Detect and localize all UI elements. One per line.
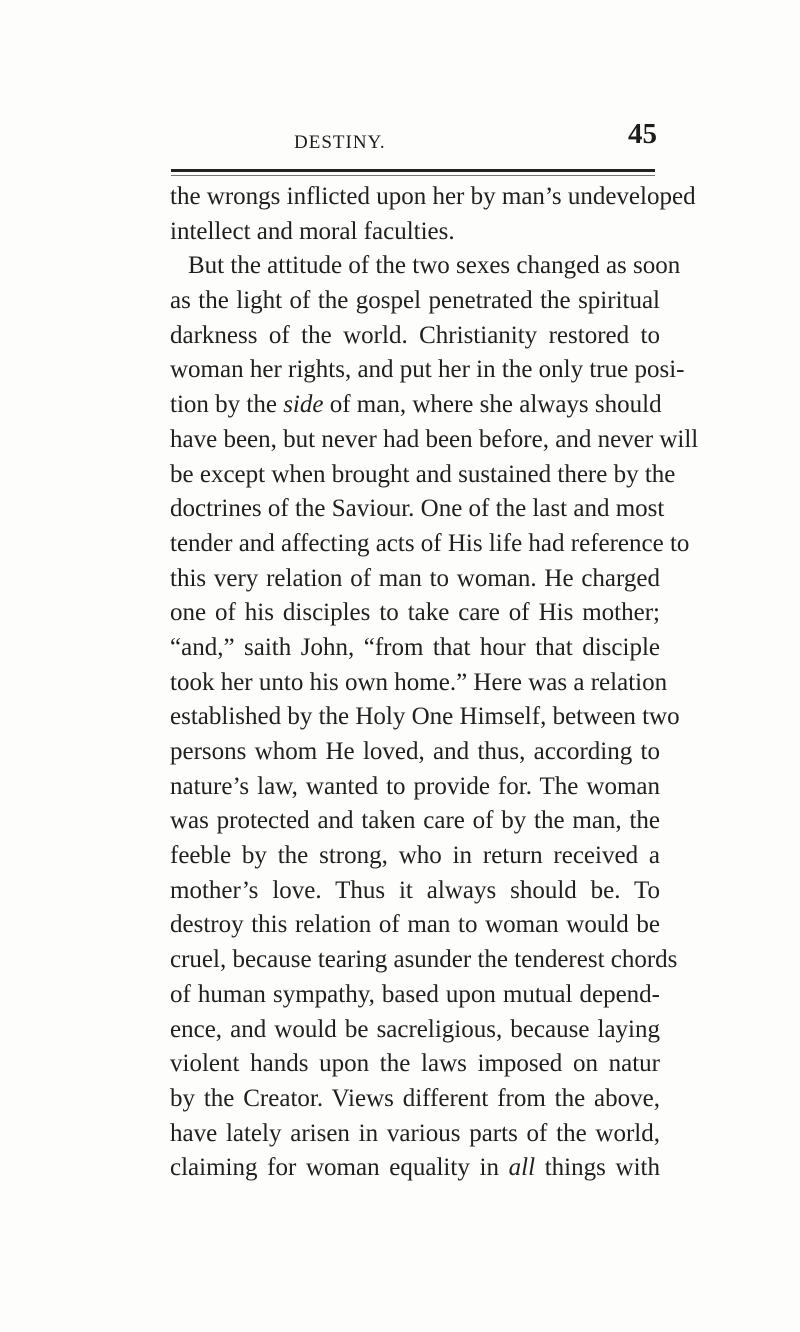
text-line: this very relation of man to woman. He charged (170, 564, 660, 592)
page-number: 45 (628, 118, 657, 150)
text-line: destroy this relation of man to woman would be (170, 911, 660, 939)
text-line-start: claiming for woman equality in (170, 1154, 509, 1182)
page-header (170, 118, 658, 158)
text-line: be except when brought and sustained there by the (170, 460, 676, 488)
text-line-end: things with (535, 1154, 660, 1182)
text-line: But the attitude of the two sexes changed as soon (188, 252, 681, 280)
text-line: of human sympathy, based upon mutual depend- (170, 980, 660, 1008)
emphasis-all: all (508, 1154, 536, 1182)
text-line: have lately arisen in various parts of the world, (170, 1119, 660, 1147)
text-line-start: tion by the (170, 391, 284, 419)
text-line: ence, and would be sacreligious, because laying (170, 1015, 660, 1043)
text-line: the wrongs inflicted upon her by man’s undeveloped (170, 183, 696, 210)
text-line: darkness of the world. Christianity restored to (170, 321, 660, 349)
header-rule-thin (171, 175, 655, 176)
text-line: took her unto his own home.” Here was a relation (170, 668, 668, 696)
text-line: mother’s love. Thus it always should be. To (170, 876, 660, 904)
text-line-end: of man, where she always should (323, 391, 662, 419)
text-line: feeble by the strong, who in return received a (170, 842, 660, 870)
text-line (170, 388, 660, 423)
text-line: as the light of the gospel penetrated the spiritual (170, 287, 660, 315)
text-line: intellect and moral faculties. (170, 217, 455, 245)
text-line: one of his disciples to take care of His mother; (170, 599, 660, 627)
emphasis-side: side (283, 391, 324, 419)
text-line: violent hands upon the laws imposed on natur (170, 1050, 660, 1078)
text-line: have been, but never had been before, and never will (170, 425, 699, 453)
body-text (170, 180, 699, 1186)
text-line: cruel, because tearing asunder the tenderest chords (170, 946, 678, 974)
text-line: woman her rights, and put her in the only true posi- (170, 356, 685, 384)
text-line: by the Creator. Views different from the above, (170, 1084, 660, 1112)
text-line (170, 1151, 660, 1186)
text-line: nature’s law, wanted to provide for. The woman (170, 772, 660, 800)
text-line: tender and affecting acts of His life had reference to (170, 529, 690, 557)
text-line: was protected and taken care of by the man, the (170, 807, 660, 835)
header-rule (171, 169, 655, 172)
text-line: doctrines of the Saviour. One of the last and most (170, 495, 665, 523)
text-line: established by the Holy One Himself, between two (170, 703, 680, 731)
text-line: “and,” saith John, “from that hour that disciple (170, 633, 660, 661)
running-title: DESTINY. (294, 132, 386, 153)
text-line: persons whom He loved, and thus, according to (170, 738, 660, 765)
